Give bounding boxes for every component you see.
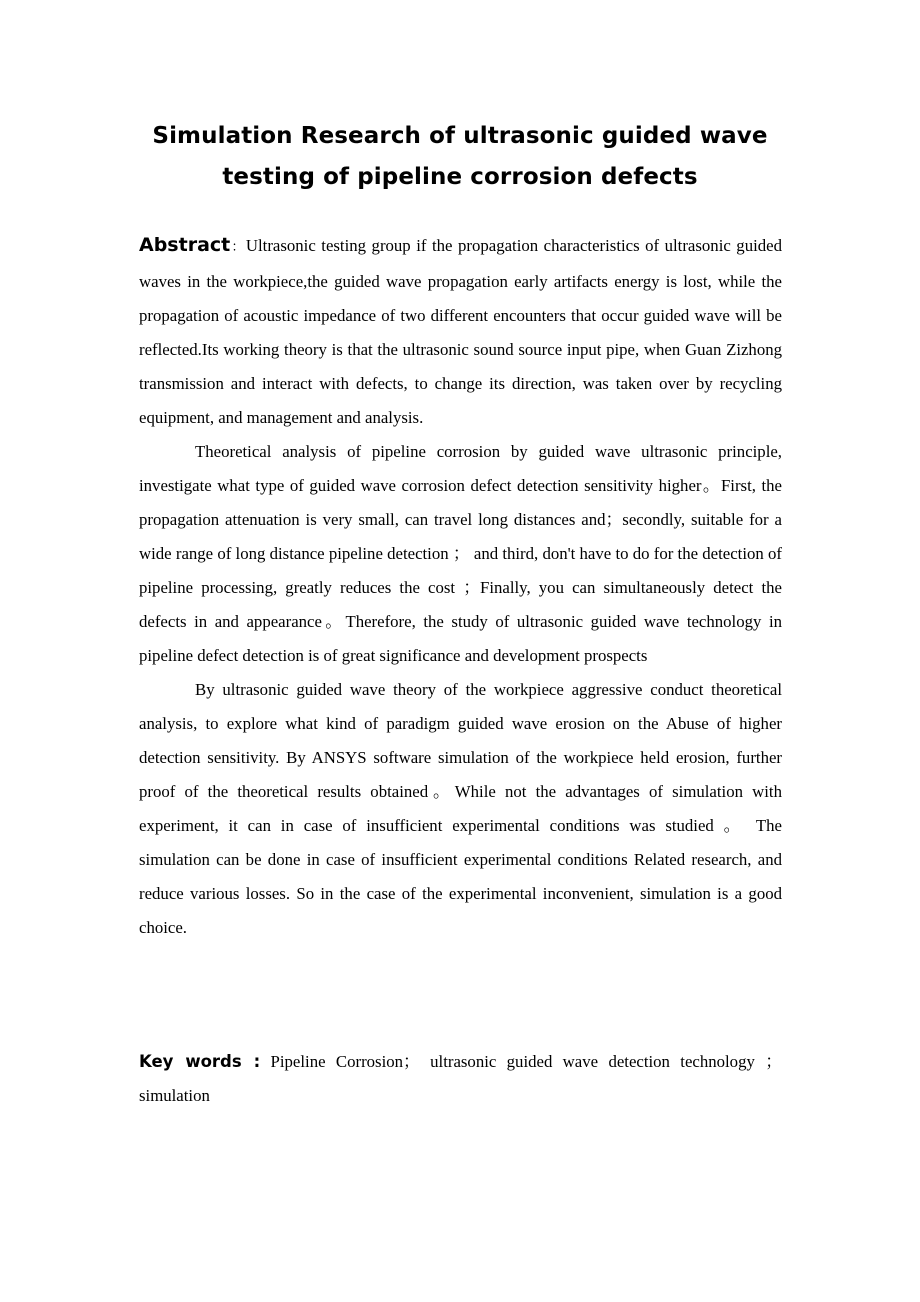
keywords-section [139,1045,782,1113]
abstract-text-1: Ultrasonic testing group if the propagation characteristics of ultrasonic guided waves in the workpiece,the guided wave propagation early artifacts energy is lost, while the propagation of acoustic impedance of two different encounters that occur guided wave will be reflected.Its working theory is that the ultrasonic sound source input pipe, when Guan Zizhong transmission and interact with defects, to change its direction, was taken over by recycling equipment, and management and analysis. [139,236,782,427]
abstract-section [139,228,782,945]
abstract-paragraph-3: By ultrasonic guided wave theory of the workpiece aggressive conduct theoretical analysis, to explore what kind of paradigm guided wave erosion on the Abuse of higher detection sensitivity. By ANSYS software simulation of the workpiece held erosion, further proof of the theoretical results obtained。While not the advantages of simulation with experiment, it can in case of insufficient experimental conditions was studied 。 The simulation can be done in case of insufficient experimental conditions Related research, and reduce various losses. So in the case of the experimental inconvenient, simulation is a good choice. [139,680,782,937]
keywords-text: Pipeline Corrosion； ultrasonic guided wave detection technology ；simulation [139,1052,782,1105]
abstract-paragraph-1 [139,228,782,435]
keywords-heading: Key words : [139,1052,261,1071]
abstract-paragraph-2: Theoretical analysis of pipeline corrosion by guided wave ultrasonic principle, investigate what type of guided wave corrosion defect detection sensitivity higher。First, the propagation attenuation is very small, can travel long distances and；secondly, suitable for a wide range of long distance pipeline detection ； and third, don't have to do for the detection of pipeline processing, greatly reduces the cost ；Finally, you can simultaneously detect the defects in and appearance。Therefore, the study of ultrasonic guided wave technology in pipeline defect detection is of great significance and development prospects [139,442,782,665]
abstract-colon: ： [230,240,246,255]
paper-title [100,116,820,198]
title-line-2: testing of pipeline corrosion defects [222,164,698,190]
keywords-paragraph [139,1045,782,1113]
title-line-1: Simulation Research of ultrasonic guided wave [152,123,768,149]
abstract-heading: Abstract [139,234,231,256]
